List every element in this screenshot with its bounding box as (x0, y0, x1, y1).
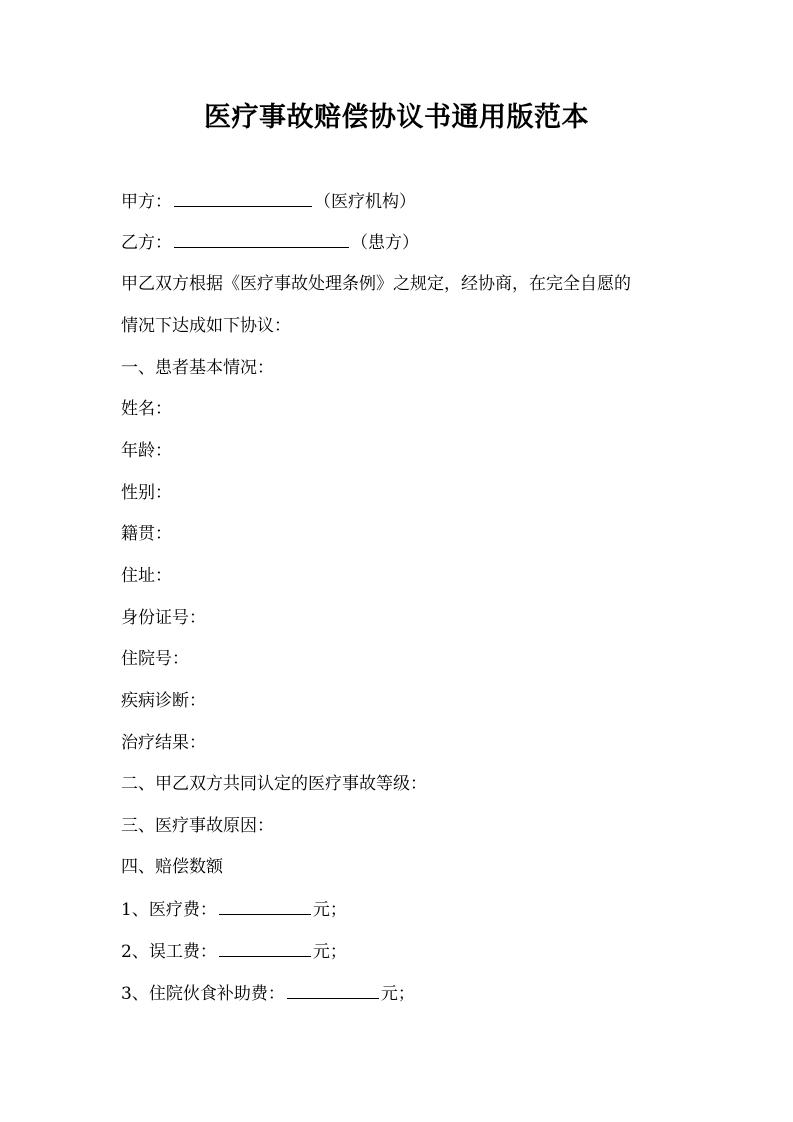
compensation-item-lost-wages (121, 939, 347, 964)
field-address: 住址： (121, 566, 172, 586)
compensation-unit: 元； (312, 942, 347, 962)
party-b-line (121, 230, 419, 255)
field-id-number: 身份证号： (121, 608, 206, 628)
section-2-heading: 二、甲乙双方共同认定的医疗事故等级： (121, 774, 427, 794)
party-a-blank[interactable] (174, 189, 312, 207)
compensation-amount-blank[interactable] (219, 897, 311, 915)
compensation-item-meal-subsidy (121, 981, 415, 1006)
section-4-heading: 四、赔偿数额 (121, 857, 223, 877)
compensation-label: 2、误工费： (121, 942, 217, 962)
field-gender: 性别： (121, 483, 172, 503)
field-age: 年龄： (121, 441, 172, 461)
party-a-line (121, 189, 416, 214)
intro-line-1: 甲乙双方根据《医疗事故处理条例》之规定，经协商，在完全自愿的 (121, 274, 631, 294)
compensation-unit: 元； (380, 984, 415, 1004)
compensation-item-medical (121, 897, 347, 922)
section-1-heading: 一、患者基本情况： (121, 358, 274, 378)
party-b-note: （患方） (351, 233, 419, 253)
field-native-place: 籍贯： (121, 524, 172, 544)
compensation-amount-blank[interactable] (219, 939, 311, 957)
party-a-label: 甲方： (121, 192, 172, 212)
field-treatment-result: 治疗结果： (121, 733, 206, 753)
party-a-note: （医疗机构） (314, 192, 416, 212)
intro-line-2: 情况下达成如下协议： (121, 316, 291, 336)
compensation-label: 1、医疗费： (121, 900, 217, 920)
field-admission-number: 住院号： (121, 649, 189, 669)
field-diagnosis: 疾病诊断： (121, 691, 206, 711)
document-title: 医疗事故赔偿协议书通用版范本 (204, 102, 589, 133)
compensation-unit: 元； (312, 900, 347, 920)
compensation-label: 3、住院伙食补助费： (121, 984, 285, 1004)
field-name: 姓名： (121, 399, 172, 419)
section-3-heading: 三、医疗事故原因： (121, 816, 274, 836)
party-b-blank[interactable] (174, 230, 349, 248)
compensation-amount-blank[interactable] (287, 981, 379, 999)
party-b-label: 乙方： (121, 233, 172, 253)
